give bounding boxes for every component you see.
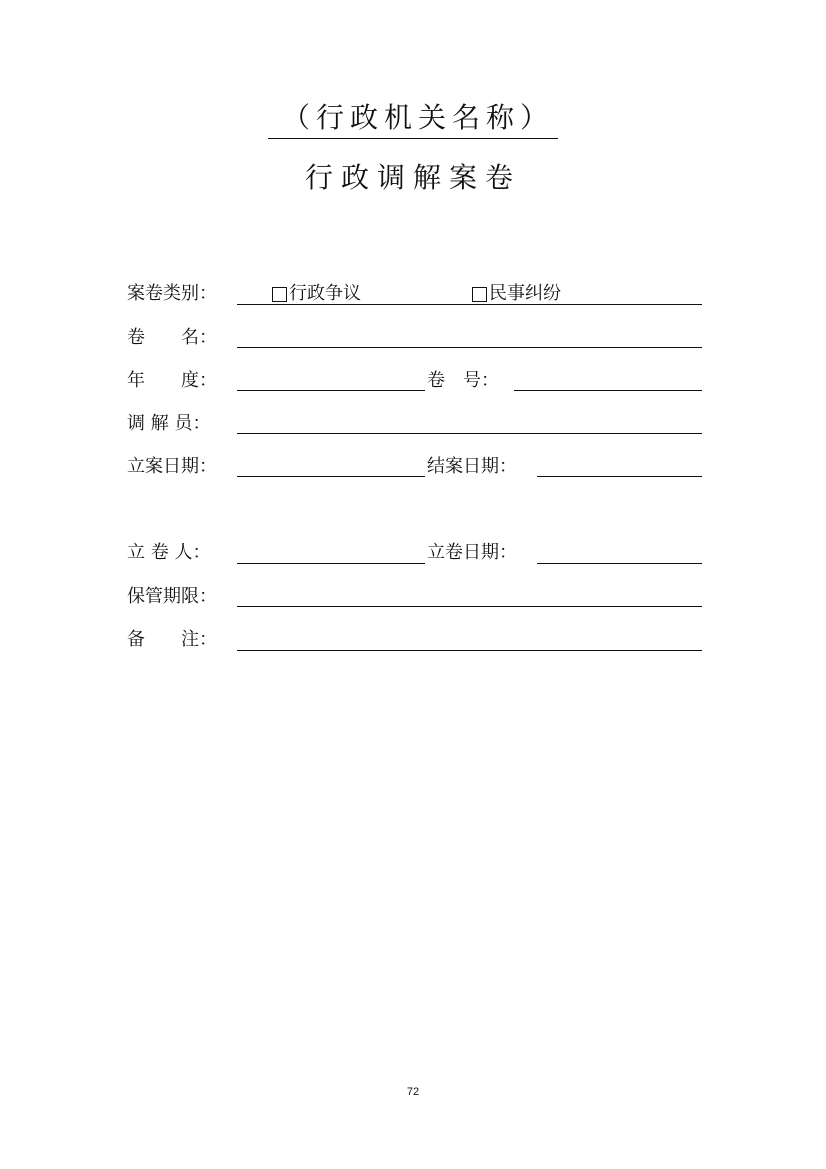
checkbox-icon[interactable] <box>472 287 487 302</box>
checkbox-icon[interactable] <box>272 287 287 302</box>
mediator-field[interactable] <box>237 433 702 434</box>
volume-number-field[interactable] <box>514 390 702 391</box>
category-option-label: 行政争议 <box>289 283 361 304</box>
agency-name-title <box>0 100 826 139</box>
filing-date-field[interactable] <box>237 476 425 477</box>
closing-date-field[interactable] <box>537 476 702 477</box>
category-option-label: 民事纠纷 <box>489 283 561 304</box>
remarks-field[interactable] <box>237 650 702 651</box>
page-title: 行政调解案卷 <box>304 161 521 194</box>
category-option-civil[interactable] <box>472 282 561 306</box>
remarks-label: 备 注： <box>127 629 217 650</box>
archive-date-label: 立卷日期： <box>427 542 517 563</box>
mediator-label: 调 解 员： <box>127 413 211 434</box>
year-field[interactable] <box>237 390 425 391</box>
archiver-field[interactable] <box>237 563 425 564</box>
volume-name-label: 卷 名： <box>127 327 217 348</box>
filing-date-label: 立案日期： <box>127 456 217 477</box>
category-option-administrative[interactable] <box>272 282 361 306</box>
retention-field[interactable] <box>237 606 702 607</box>
archiver-label: 立 卷 人： <box>127 542 211 563</box>
closing-date-label: 结案日期： <box>427 456 517 477</box>
retention-label: 保管期限： <box>127 586 217 607</box>
category-label: 案卷类别： <box>127 283 217 304</box>
year-label: 年 度： <box>127 370 217 391</box>
volume-number-label: 卷 号： <box>427 370 499 391</box>
agency-name-placeholder: （行政机关名称） <box>268 100 558 139</box>
page-number: 72 <box>406 1086 420 1098</box>
volume-name-field[interactable] <box>237 347 702 348</box>
archive-date-field[interactable] <box>537 563 702 564</box>
